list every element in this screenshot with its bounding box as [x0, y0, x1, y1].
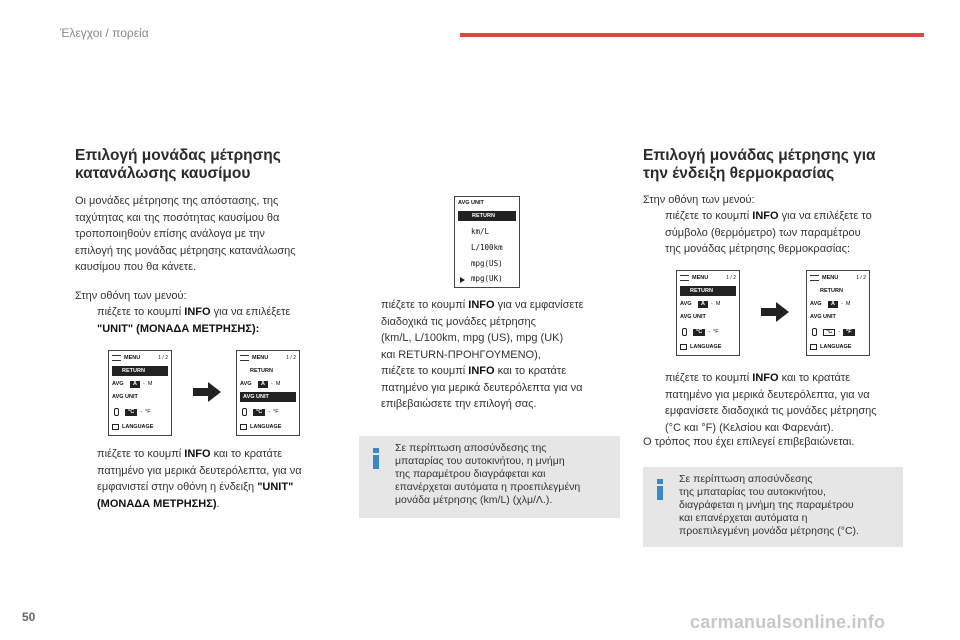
watermark: carmanualsonline.info	[690, 612, 886, 632]
header-accent-bar	[460, 33, 924, 37]
menu-icon	[240, 355, 249, 361]
menu-screen-after: MENU 1 / 2 RETURN AVG A - M AVG UNIT °C - °F LANGUAGE	[236, 350, 300, 436]
left-bullet-2: πιέζετε το κουμπί INFO και το κρατάτε πατημένο για μερικά δευτερόλεπτα, για να εμφανιστεί στην οθόνη η ένδειξη "UNIT" (ΜΟΝΑΔΑ ΜΕΤΡΗΣΗΣ).	[97, 448, 302, 510]
right-confirm: Ο τρόπος που έχει επιλεγεί επιβεβαιώνεται.	[643, 436, 855, 448]
arrow-right-icon	[193, 382, 221, 402]
language-icon	[240, 424, 247, 430]
section-title: Έλεγχοι / πορεία	[60, 26, 149, 40]
language-icon	[112, 424, 119, 430]
thermometer-icon	[114, 408, 119, 416]
middle-bullet-1: πιέζετε το κουμπί INFO για να εμφανίσετε διαδοχικά τις μονάδες μέτρησης (km/L, L/100km, mpg (US), mpg (UK) και RETURN-ΠΡΟΗΓΟΥΜΕΝΟ),	[381, 299, 584, 361]
page-number: 50	[22, 610, 36, 624]
selection-pointer-icon	[460, 277, 465, 283]
arrow-right-icon	[761, 302, 789, 322]
language-icon	[680, 344, 687, 350]
left-menu-intro: Στην οθόνη των μενού:	[75, 290, 187, 302]
menu-screen-before: MENU 1 / 2 RETURN AVG A - M AVG UNIT °C - °F LANGUAGE	[108, 350, 172, 436]
thermometer-icon	[242, 408, 247, 416]
right-menu-intro: Στην οθόνη των μενού:	[643, 194, 755, 206]
thermometer-icon	[682, 328, 687, 336]
info-icon	[369, 448, 383, 470]
middle-info-box: Σε περίπτωση αποσύνδεσης της μπαταρίας του αυτοκινήτου, η μνήμη της παραμέτρου διαγράφεται και επανέρχεται αυτόματα η προεπιλεγμένη μονάδα μέτρησης (km/L) (χλμ/Λ.).	[359, 436, 620, 518]
temp-screen-after: MENU 1 / 2 RETURN AVG A - M AVG UNIT °C - °F LANGUAGE	[806, 270, 870, 356]
left-intro: Οι μονάδες μέτρησης της απόστασης, της ταχύτητας και της ποσότητας καυσίμου θα τροποποιηθούν επίσης ανάλογα με την επιλογή της μονάδας μέτρησης κατανάλωσης καυσίμου που θα κάνετε.	[75, 195, 296, 273]
language-icon	[810, 344, 817, 350]
menu-icon	[680, 275, 689, 281]
temp-screen-before: MENU 1 / 2 RETURN AVG A - M AVG UNIT °C - °F LANGUAGE	[676, 270, 740, 356]
menu-icon	[810, 275, 819, 281]
right-info-box: Σε περίπτωση αποσύνδεσης της μπαταρίας του αυτοκινήτου, διαγράφεται η μνήμη της παραμέτρου και επανέρχεται αυτόματα η προεπιλεγμένη μονάδα μέτρησης (°C).	[643, 467, 903, 547]
right-bullet-2: πιέζετε το κουμπί INFO και το κρατάτε πατημένο για μερικά δευτερόλεπτα, για να εμφανίσετε διαδοχικά τις μονάδες μέτρησης (°C και °F) (Κελσίου και Φαρενάιτ).	[665, 372, 877, 434]
menu-icon	[112, 355, 121, 361]
thermometer-icon	[812, 328, 817, 336]
left-bullet-1: πιέζετε το κουμπί INFO για να επιλέξετε "UNIT" (ΜΟΝΑΔΑ ΜΕΤΡΗΣΗΣ):	[97, 306, 291, 335]
right-heading: Επιλογή μονάδας μέτρησης για την ένδειξη θερμοκρασίας	[643, 147, 876, 182]
avg-unit-screen: AVG UNIT RETURN km/L L/100km mpg(US) mpg(UK)	[454, 196, 520, 288]
left-heading: Επιλογή μονάδας μέτρησης κατανάλωσης καυσίμου	[75, 147, 281, 182]
info-icon	[653, 479, 667, 501]
right-bullet-1: πιέζετε το κουμπί INFO για να επιλέξετε το σύμβολο (θερμόμετρο) των παραμέτρου της μονάδας μέτρησης θερμοκρασίας:	[665, 210, 872, 255]
middle-bullet-2: πιέζετε το κουμπί INFO και το κρατάτε πατημένο για μερικά δευτερόλεπτα για να επιβεβαιώσετε την επιλογή σας.	[381, 365, 583, 410]
